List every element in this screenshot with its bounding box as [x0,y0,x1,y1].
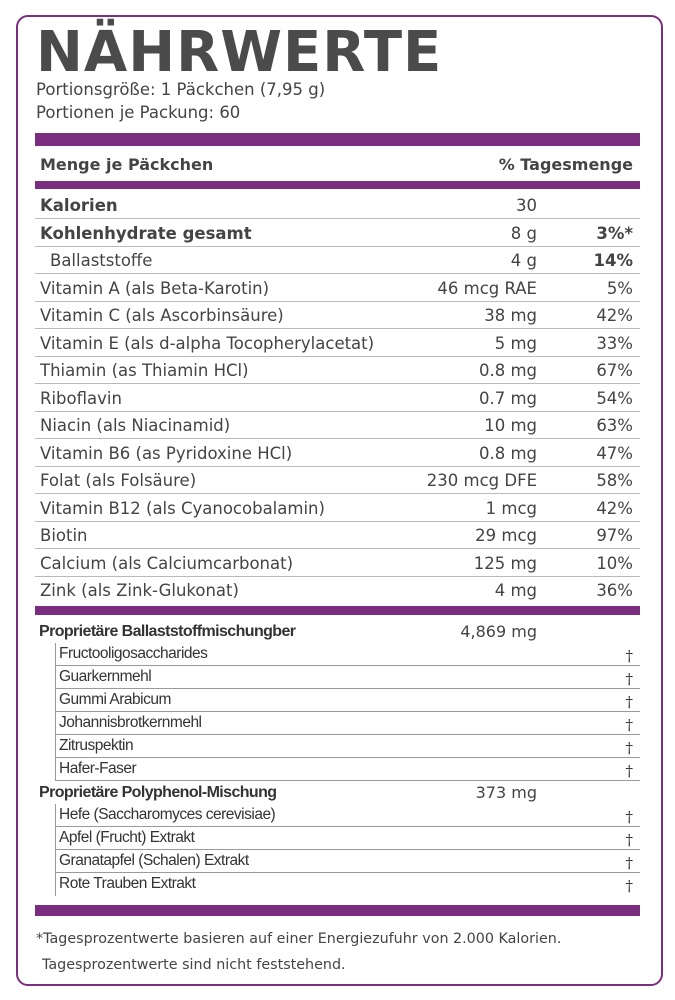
dagger-mark: † [625,716,633,734]
table-row [35,302,640,329]
ingredient-name: Hafer-Faser [59,760,137,777]
ingredient-name: Granatapfel (Schalen) Extrakt [59,852,249,869]
blend-amount: 373 mg [475,783,537,802]
nutrient-name: Kohlenhydrate gesamt [40,223,252,243]
nutrient-name: Ballaststoffe [50,251,153,270]
nutrient-amount: 29 mcg [475,526,537,545]
blend-ingredient-row [55,873,640,896]
nutrient-percent: 58% [596,471,633,490]
nutrient-amount: 125 mg [473,553,537,573]
servings-per-pack: Portionen je Packung: 60 [36,103,241,122]
nutrient-name: Vitamin A (als Beta-Karotin) [40,278,270,298]
dagger-mark: † [625,739,633,757]
ingredient-name: Fructooligosaccharides [59,645,208,662]
header-divider-bar [35,181,640,189]
blend-ingredient-row [55,643,640,666]
table-row [35,357,640,384]
nutrient-name: Vitamin E (als d-alpha Tocopherylacetat) [40,333,375,353]
dagger-mark: † [625,808,633,826]
table-row [35,247,640,274]
nutrient-percent: 63% [596,416,633,435]
daily-value-header: % Tagesmenge [498,155,633,174]
nutrient-amount: 4 g [510,251,537,270]
nutrient-amount: 46 mcg RAE [437,278,537,298]
bottom-divider-bar [35,905,640,916]
nutrient-amount: 1 mcg [485,498,537,518]
nutrient-percent: 36% [596,581,633,600]
nutrient-amount: 0.8 mg [478,361,537,380]
ingredient-name: Guarkernmehl [59,668,152,685]
table-row [35,550,640,577]
nutrient-amount: 230 mcg DFE [426,471,537,490]
nutrient-name: Folat (als Folsäure) [40,471,197,490]
table-row [35,412,640,439]
polyphenol-blend-header [35,781,640,804]
blend-name: Proprietäre Polyphenol-Mischung [39,784,277,801]
dagger-mark: † [625,854,633,872]
nutrient-amount: 30 [516,196,537,215]
table-row [35,385,640,412]
amount-per-header: Menge je Päckchen [40,155,214,174]
nutrient-percent: 5% [606,278,633,298]
nutrient-name: Riboflavin [40,388,122,408]
blend-divider-bar [35,606,640,615]
table-row [35,330,640,357]
nutrient-percent: 42% [596,306,633,325]
nutrient-amount: 38 mg [484,306,537,325]
serving-size: Portionsgröße: 1 Päckchen (7,95 g) [36,80,326,99]
nutrient-name: Vitamin C (als Ascorbinsäure) [40,306,284,325]
nutrient-name: Calcium (als Calciumcarbonat) [40,553,294,573]
nutrient-amount: 0.8 mg [478,443,537,463]
dagger-mark: † [625,831,633,849]
nutrient-name: Zink (als Zink-Glukonat) [40,581,239,600]
blend-ingredient-row [55,850,640,873]
blend-ingredient-row [55,827,640,850]
ingredient-name: Gummi Arabicum [59,691,171,708]
nutrient-name: Kalorien [40,196,118,215]
nutrient-percent: 97% [596,526,633,545]
ingredient-name: Zitruspektin [59,737,134,754]
nutrient-name: Niacin (als Niacinamid) [40,416,231,435]
table-row [35,440,640,467]
ingredient-name: Johannisbrotkernmehl [59,714,202,731]
blend-ingredient-row [55,804,640,827]
blend-ingredient-row [55,735,640,758]
fiber-blend-header [35,620,640,643]
blend-ingredient-row [55,689,640,712]
nutrient-percent: 33% [596,333,633,353]
ingredient-name: Rote Trauben Extrakt [59,875,196,892]
table-row [35,495,640,522]
blend-ingredient-row [55,758,640,781]
table-row [35,220,640,247]
nutrient-name: Vitamin B12 (als Cyanocobalamin) [40,498,325,518]
nutrient-amount: 4 mg [494,581,537,600]
nutrient-amount: 8 g [510,223,537,243]
label-title: NÄHRWERTE [36,20,443,85]
dagger-mark: † [625,670,633,688]
top-divider-bar [35,133,640,146]
nutrient-percent: 67% [596,361,633,380]
nutrient-percent: 54% [596,388,633,408]
dagger-mark: † [625,647,633,665]
blend-ingredient-row [55,666,640,689]
dagger-mark: † [625,762,633,780]
footnote-line-1: *Tagesprozentwerte basieren auf einer Energiezufuhr von 2.000 Kalorien. [36,931,562,947]
nutrient-name: Vitamin B6 (as Pyridoxine HCl) [40,443,293,463]
nutrient-name: Thiamin (as Thiamin HCl) [40,361,249,380]
nutrient-percent: 3%* [596,223,633,243]
nutrient-percent: 42% [596,498,633,518]
nutrient-percent: 14% [593,251,633,270]
table-row [35,192,640,219]
table-row [35,577,640,604]
ingredient-name: Apfel (Frucht) Extrakt [59,829,195,846]
table-row [35,467,640,494]
nutrient-amount: 10 mg [484,416,537,435]
nutrient-percent: 47% [596,443,633,463]
table-row [35,275,640,302]
nutrient-percent: 10% [596,553,633,573]
nutrient-amount: 5 mg [494,333,537,353]
table-row [35,522,640,549]
blend-amount: 4,869 mg [460,622,537,641]
nutrient-amount: 0.7 mg [478,388,537,408]
nutrient-name: Biotin [40,526,88,545]
dagger-mark: † [625,877,633,895]
ingredient-name: Hefe (Saccharomyces cerevisiae) [59,806,276,823]
footnote-line-2: Tagesprozentwerte sind nicht feststehend. [42,957,346,973]
blend-name: Proprietäre Ballaststoffmischungber [39,623,296,640]
blend-ingredient-row [55,712,640,735]
dagger-mark: † [625,693,633,711]
